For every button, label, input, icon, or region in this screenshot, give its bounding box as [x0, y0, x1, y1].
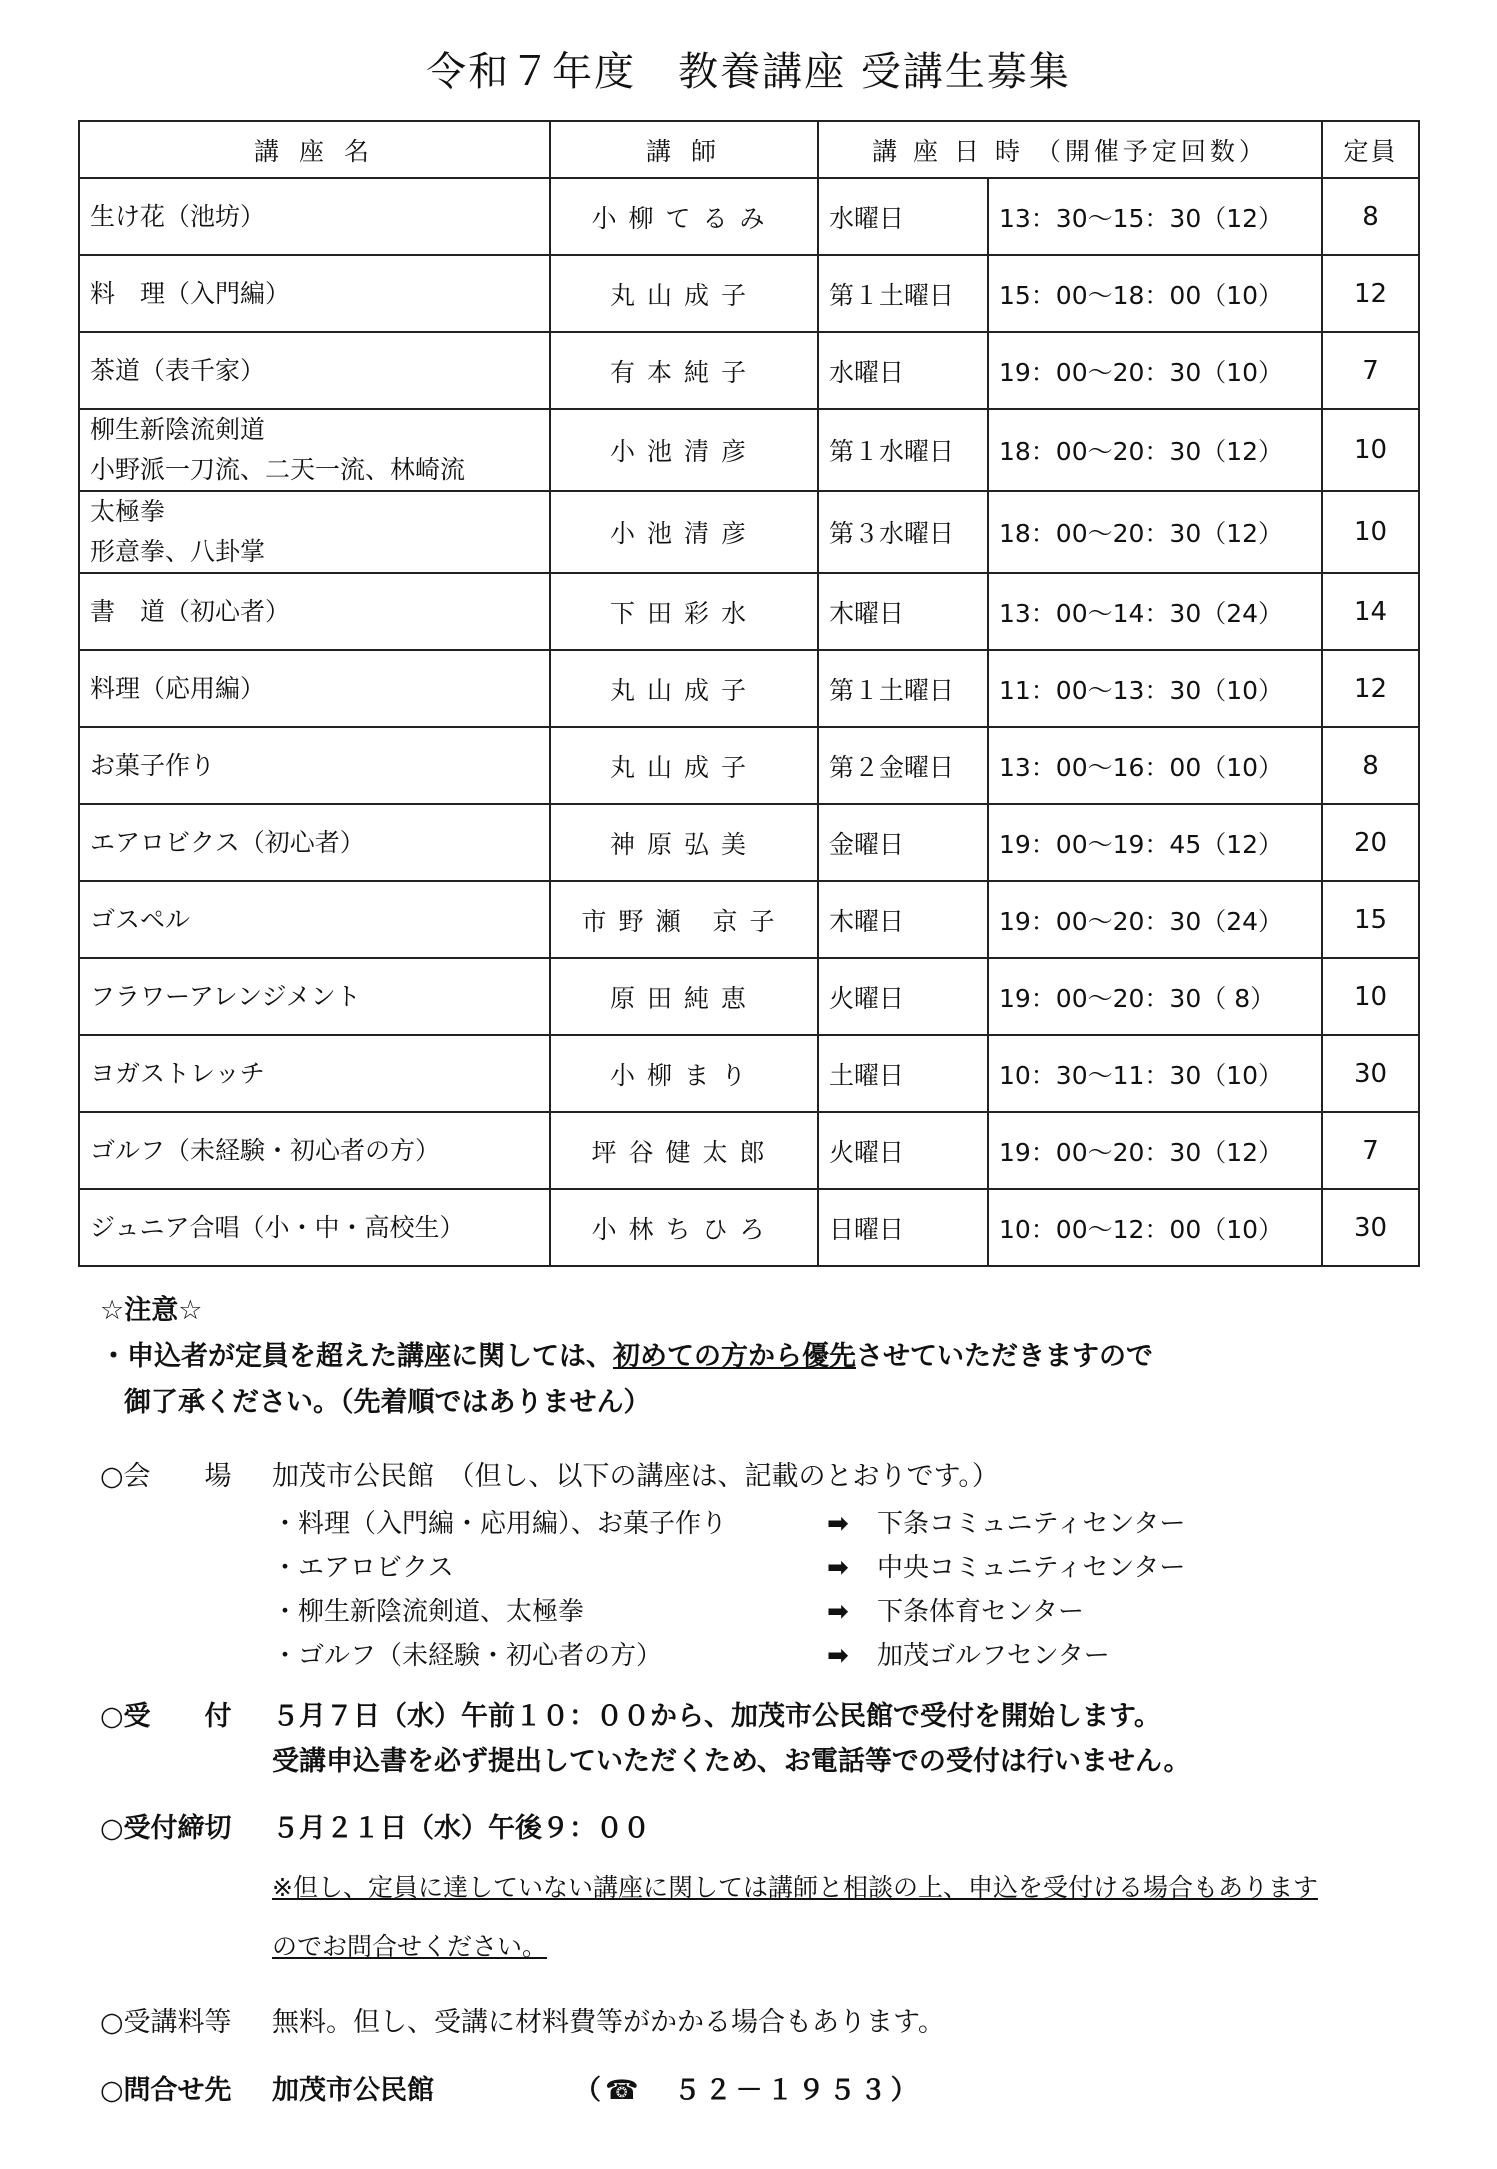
- notice-line-2: 御了承ください。（先着順ではありません）: [124, 1387, 651, 1418]
- table-row: [79, 491, 1419, 573]
- course-day: 水曜日: [818, 178, 988, 255]
- course-time: 18：00～20：30（12）: [988, 409, 1322, 491]
- course-day: 土曜日: [818, 1035, 988, 1112]
- table-row: [79, 409, 1419, 491]
- table-row: [79, 573, 1419, 650]
- course-time: 10：00～12：00（10）: [988, 1189, 1322, 1266]
- venue-exception-course: ・料理（入門編・応用編）、お菓子作り: [272, 1509, 728, 1539]
- course-name-line-1: 料 理（入門編）: [90, 278, 291, 308]
- table-row: [79, 255, 1419, 332]
- table-header-row: [79, 121, 1419, 178]
- venue-exception-place: 下条体育センター: [877, 1597, 1084, 1627]
- course-name-line-1: フラワーアレンジメント: [90, 981, 361, 1011]
- table-row: [79, 804, 1419, 881]
- reception-line-2: 受講申込書を必ず提出していただくため、お電話等での受付は行いません。: [272, 1746, 1191, 1777]
- course-time: 13：00～14：30（24）: [988, 573, 1322, 650]
- course-name: [79, 332, 550, 409]
- course-name-line-2: 小野派一刀流、二天一流、林崎流: [90, 455, 466, 484]
- course-name: [79, 1112, 550, 1189]
- course-instructor: 丸山成子: [550, 650, 818, 727]
- venue-text: 加茂市公民館 （但し、以下の講座は、記載のとおりです。）: [272, 1461, 999, 1492]
- course-time: 10：30～11：30（10）: [988, 1035, 1322, 1112]
- table-row: [79, 178, 1419, 255]
- course-time: 15：00～18：00（10）: [988, 255, 1322, 332]
- course-name: [79, 255, 550, 332]
- course-name-line-1: 生け花（池坊）: [90, 201, 266, 231]
- course-name-line-1: ゴスペル: [90, 904, 191, 934]
- course-capacity: 7: [1322, 332, 1419, 409]
- table-row: [79, 1189, 1419, 1266]
- arrow-right-icon: ➡: [827, 1553, 849, 1583]
- course-capacity: 10: [1322, 409, 1419, 491]
- arrow-right-icon: ➡: [827, 1509, 849, 1539]
- venue-exception-item: [272, 1591, 1084, 1628]
- course-day: 水曜日: [818, 332, 988, 409]
- fee-section: [100, 2000, 945, 2045]
- course-time: 18：00～20：30（12）: [988, 491, 1322, 573]
- header-capacity: 定員: [1322, 121, 1419, 178]
- course-name-line-1: 料理（応用編）: [90, 673, 266, 703]
- course-name-line-1: ジュニア合唱（小・中・高校生）: [90, 1212, 465, 1242]
- course-capacity: 8: [1322, 727, 1419, 804]
- deadline-section: [100, 1806, 1318, 1969]
- course-name-line-1: ゴルフ（未経験・初心者の方）: [90, 1135, 441, 1165]
- course-name-line-1: 太極拳: [90, 497, 166, 526]
- course-capacity: 30: [1322, 1189, 1419, 1266]
- course-table: [78, 120, 1420, 1267]
- contact-place: 加茂市公民館: [272, 2075, 434, 2106]
- header-instructor: 講 師: [550, 121, 818, 178]
- venue-exception-place: 下条コミュニティセンター: [877, 1509, 1186, 1539]
- course-day: 第１土曜日: [818, 650, 988, 727]
- course-name: [79, 881, 550, 958]
- venue-exception-item: [272, 1503, 1185, 1540]
- notice-heading: ☆注意☆: [100, 1295, 203, 1326]
- course-time: 13：30～15：30（12）: [988, 178, 1322, 255]
- venue-section: [100, 1454, 999, 1499]
- course-name-line-1: 書 道（初心者）: [90, 596, 291, 626]
- course-capacity: 20: [1322, 804, 1419, 881]
- course-time: 13：00～16：00（10）: [988, 727, 1322, 804]
- course-name: [79, 491, 550, 573]
- notice-text-c: させていただきますので: [856, 1341, 1153, 1372]
- course-instructor: 小柳まり: [550, 1035, 818, 1112]
- course-instructor: 小柳てるみ: [550, 178, 818, 255]
- arrow-right-icon: ➡: [827, 1641, 849, 1671]
- course-time: 19：00～20：30（10）: [988, 332, 1322, 409]
- table-row: [79, 332, 1419, 409]
- notice-line-1: [100, 1334, 1153, 1380]
- course-capacity: 10: [1322, 491, 1419, 573]
- course-instructor: 坪谷健太郎: [550, 1112, 818, 1189]
- course-name-line-1: 柳生新陰流剣道: [90, 415, 266, 444]
- course-name-line-1: ヨガストレッチ: [90, 1058, 265, 1088]
- course-name: [79, 958, 550, 1035]
- venue-exception-item: [272, 1547, 1185, 1584]
- course-capacity: 30: [1322, 1035, 1419, 1112]
- course-day: 第１水曜日: [818, 409, 988, 491]
- reception-label: ○受 付: [100, 1701, 232, 1732]
- course-capacity: 8: [1322, 178, 1419, 255]
- deadline-note-1: ※但し、定員に達していない講座に関しては講師と相談の上、申込を受付ける場合もあります: [272, 1873, 1318, 1902]
- course-name: [79, 1035, 550, 1112]
- venue-label: ○会 場: [100, 1461, 232, 1492]
- fee-text: 無料。但し、受講に材料費等がかかる場合もあります。: [272, 2007, 945, 2038]
- course-capacity: 14: [1322, 573, 1419, 650]
- course-name: [79, 409, 550, 491]
- course-day: 木曜日: [818, 881, 988, 958]
- course-day: 火曜日: [818, 1112, 988, 1189]
- notice-block: [100, 1288, 1153, 1426]
- course-name-line-1: エアロビクス（初心者）: [90, 827, 365, 857]
- course-time: 19：00～19：45（12）: [988, 804, 1322, 881]
- course-name-line-1: お菓子作り: [90, 750, 216, 780]
- page-title: 令和７年度 教養講座 受講生募集: [426, 49, 1071, 95]
- table-row: [79, 1035, 1419, 1112]
- course-instructor: 有本純子: [550, 332, 818, 409]
- course-instructor: 原田純恵: [550, 958, 818, 1035]
- venue-exception-course: ・ゴルフ（未経験・初心者の方）: [272, 1641, 663, 1671]
- course-instructor: 丸山成子: [550, 255, 818, 332]
- deadline-label: ○受付締切: [100, 1813, 232, 1844]
- contact-label: ○問合せ先: [100, 2075, 232, 2106]
- arrow-right-icon: ➡: [827, 1597, 849, 1627]
- course-time: 19：00～20：30（ 8）: [988, 958, 1322, 1035]
- course-capacity: 12: [1322, 255, 1419, 332]
- course-instructor: 市野瀬 京子: [550, 881, 818, 958]
- course-time: 19：00～20：30（12）: [988, 1112, 1322, 1189]
- course-instructor: 小池清彦: [550, 409, 818, 491]
- course-name: [79, 727, 550, 804]
- course-name-line-1: 茶道（表千家）: [90, 355, 266, 385]
- course-name: [79, 804, 550, 881]
- venue-exception-place: 加茂ゴルフセンター: [877, 1641, 1110, 1671]
- course-name: [79, 573, 550, 650]
- course-time: 11：00～13：30（10）: [988, 650, 1322, 727]
- header-course-name: 講 座 名: [79, 121, 550, 178]
- venue-exception-place: 中央コミュニティセンター: [877, 1553, 1186, 1583]
- course-day: 第２金曜日: [818, 727, 988, 804]
- table-row: [79, 727, 1419, 804]
- table-row: [79, 881, 1419, 958]
- course-capacity: 7: [1322, 1112, 1419, 1189]
- table-row: [79, 1112, 1419, 1189]
- course-instructor: 神原弘美: [550, 804, 818, 881]
- fee-label: ○受講料等: [100, 2007, 232, 2038]
- course-instructor: 下田彩水: [550, 573, 818, 650]
- course-day: 第１土曜日: [818, 255, 988, 332]
- course-capacity: 12: [1322, 650, 1419, 727]
- course-day: 第３水曜日: [818, 491, 988, 573]
- header-schedule: 講 座 日 時 （開催予定回数）: [818, 121, 1322, 178]
- course-day: 日曜日: [818, 1189, 988, 1266]
- course-capacity: 15: [1322, 881, 1419, 958]
- contact-section: [100, 2068, 922, 2113]
- course-day: 火曜日: [818, 958, 988, 1035]
- venue-exception-course: ・柳生新陰流剣道、太極拳: [272, 1597, 585, 1627]
- venue-exception-item: [272, 1635, 1110, 1672]
- course-day: 金曜日: [818, 804, 988, 881]
- deadline-text: ５月２１日（水）午後９：００: [272, 1813, 650, 1844]
- course-name: [79, 178, 550, 255]
- table-row: [79, 650, 1419, 727]
- course-name: [79, 1189, 550, 1266]
- table-row: [79, 958, 1419, 1035]
- reception-section: [100, 1694, 1191, 1784]
- course-name-line-2: 形意拳、八卦掌: [90, 537, 266, 566]
- course-instructor: 小林ちひろ: [550, 1189, 818, 1266]
- course-instructor: 丸山成子: [550, 727, 818, 804]
- course-name: [79, 650, 550, 727]
- course-time: 19：00～20：30（24）: [988, 881, 1322, 958]
- venue-exception-course: ・エアロビクス: [272, 1553, 454, 1583]
- course-instructor: 小池清彦: [550, 491, 818, 573]
- notice-text-a: ・申込者が定員を超えた講座に関しては、: [100, 1341, 613, 1372]
- deadline-note-2: のでお問合せください。: [272, 1932, 548, 1961]
- reception-line-1: ５月７日（水）午前１０：００から、加茂市公民館で受付を開始します。: [272, 1701, 1161, 1732]
- course-capacity: 10: [1322, 958, 1419, 1035]
- notice-text-priority: 初めての方から優先: [613, 1341, 856, 1372]
- course-day: 木曜日: [818, 573, 988, 650]
- contact-phone: （☎ ５２－１９５３）: [574, 2075, 922, 2106]
